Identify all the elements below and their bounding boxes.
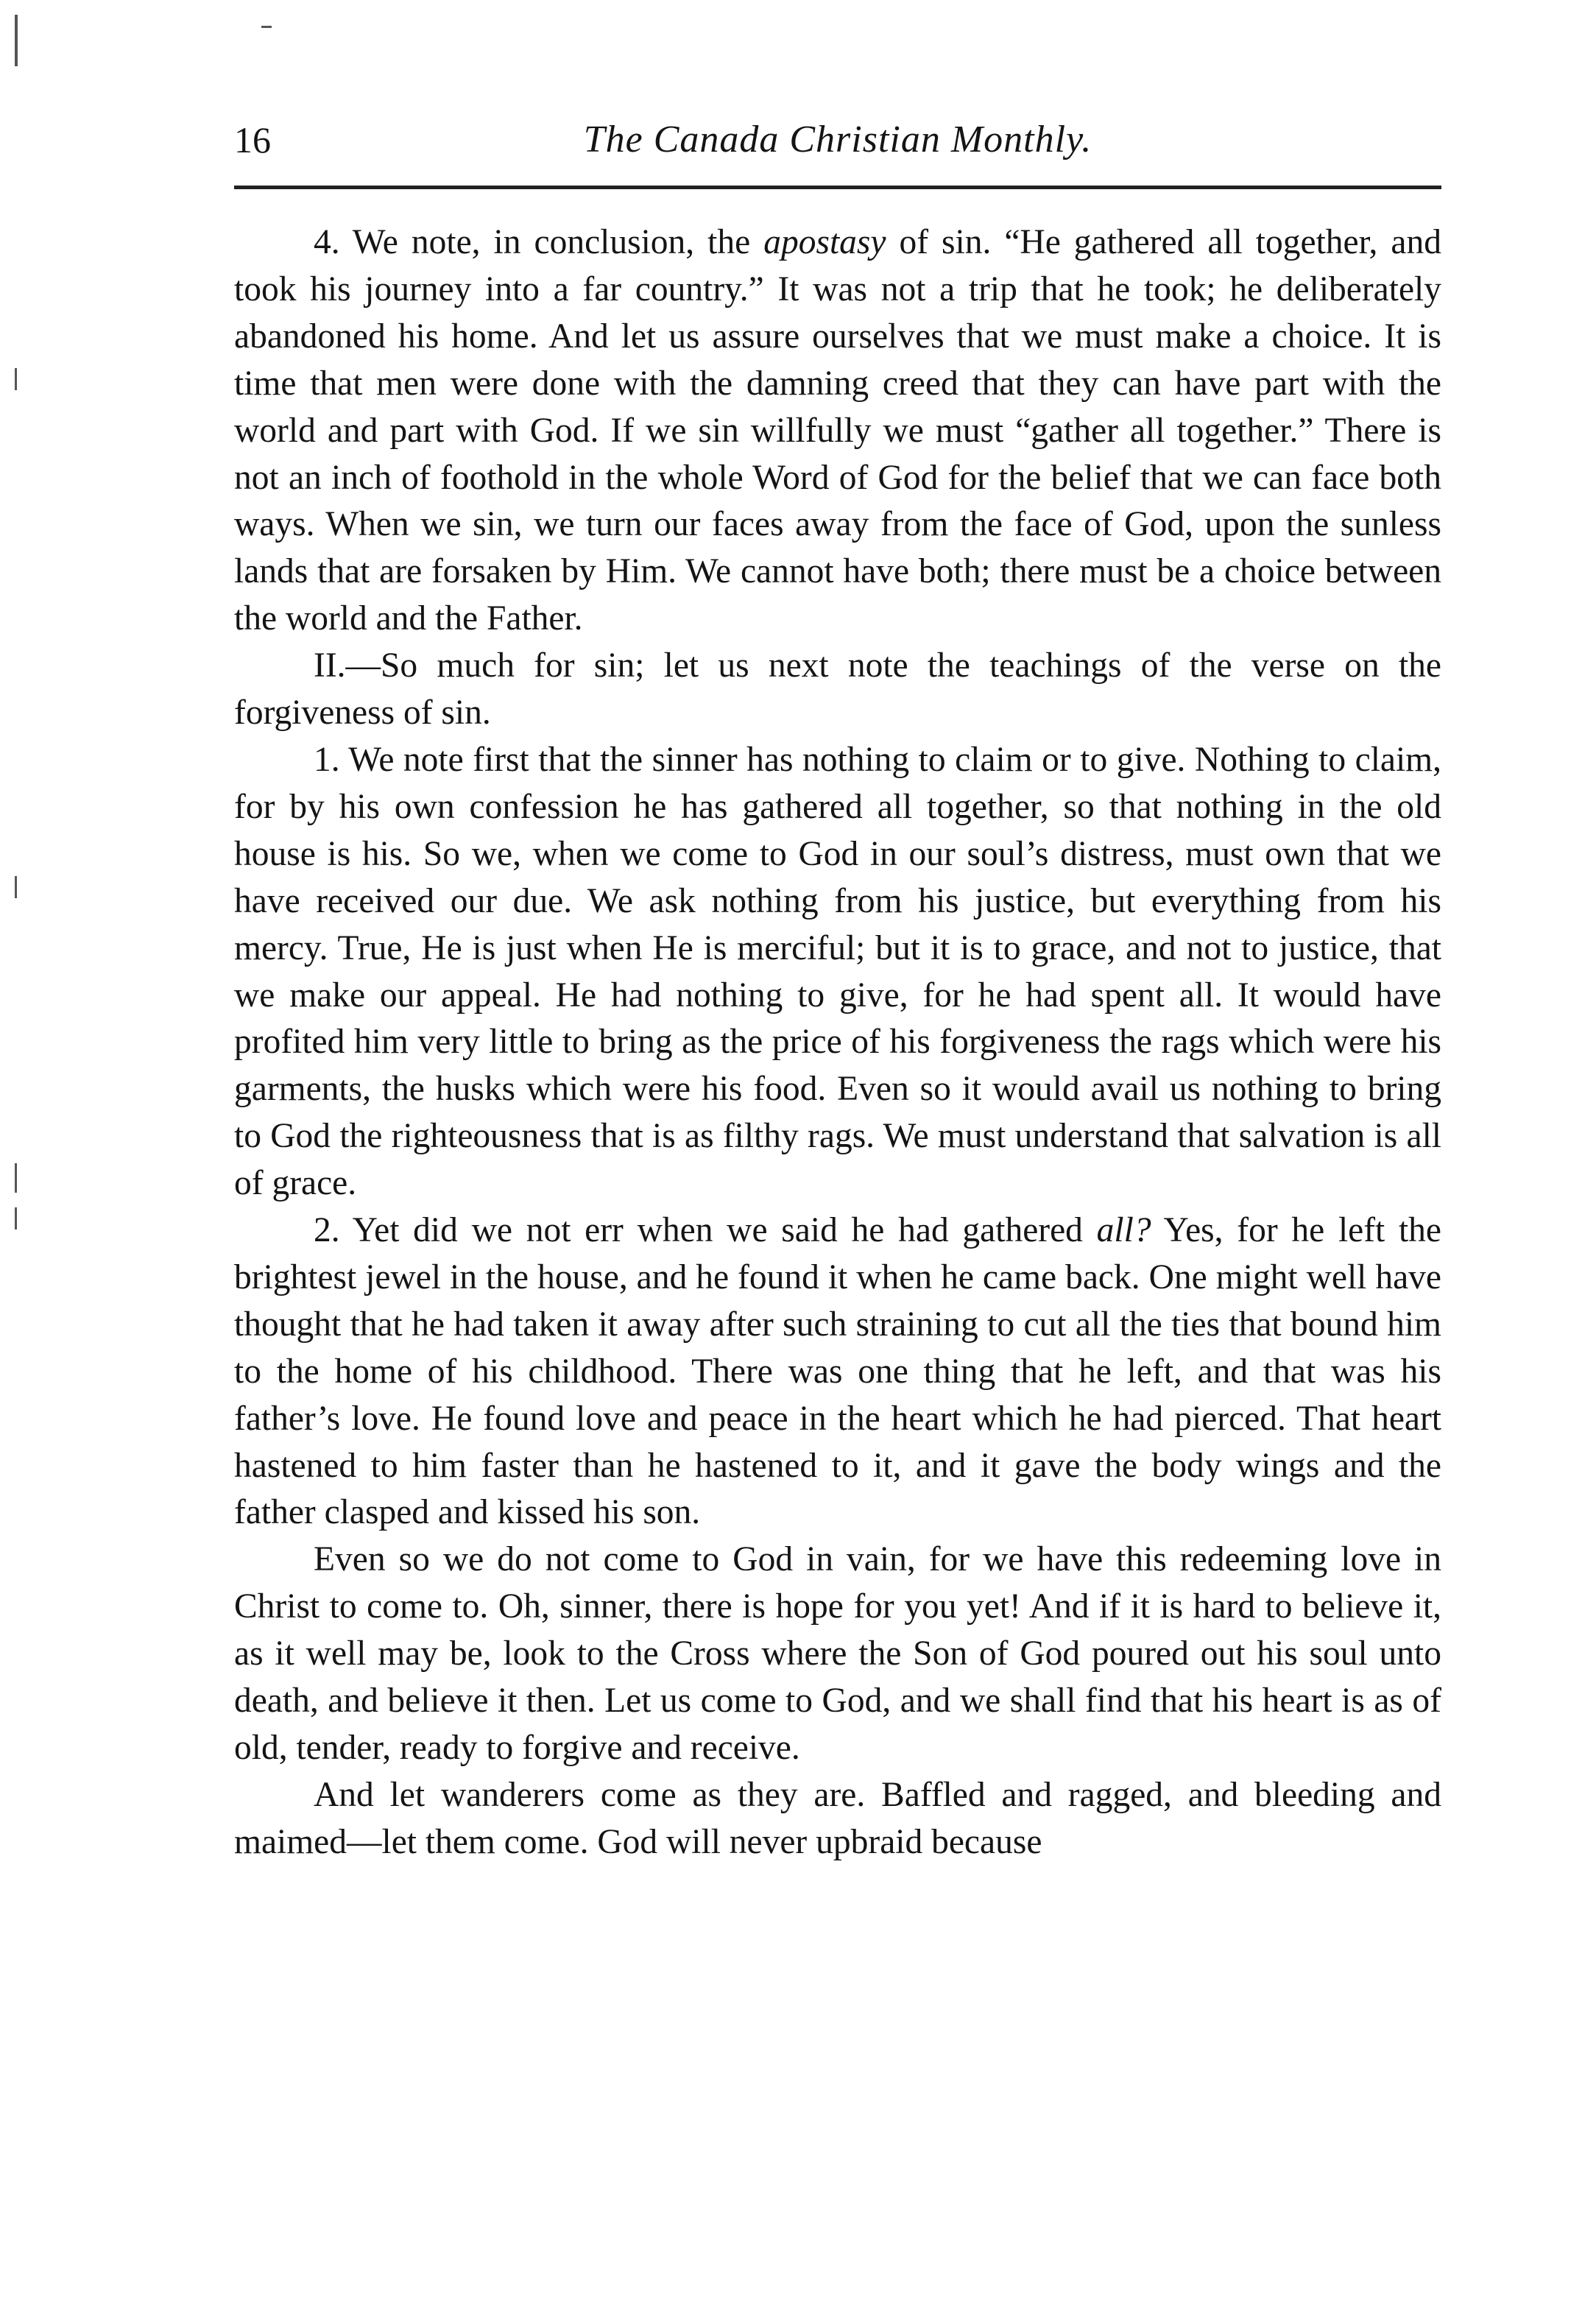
paragraph-section-two: II.—So much for sin; let us next note the teachings of the verse on the forgiveness of sin.: [234, 646, 1441, 733]
paragraph-nothing-to-claim: 1. We note first that the sinner has nothing to claim or to give. Nothing to claim, for by his own confession he has gathered all together, so that nothing in the old house is his. So we, when we come to God in our soul’s distress, must own that we have received our due. We ask nothing from his justice, but everything from his mercy. True, He is just when He is merciful; but it is to grace, and not to justice, that we make our appeal. He had nothing to give, for he had spent all. It would have profited him very little to bring as the price of his forgiveness the rags which were his garments, the husks which were his food. Even so it would avail us nothing to bring to God the righteousness that is as filthy rags. We must understand that salvation is all of grace.: [234, 740, 1441, 1203]
page-number: 16: [234, 119, 271, 160]
paragraph-apostasy: 4. We note, in conclusion, the apostasy of sin. “He gathered all together, and took his journey into a far country.” It was not a trip that he took; he deliberately abandoned his home. And let us assure ourselves that we must make a choice. It is time that men were done with the damning creed that they can have part with the world and part with God. If we sin willfully we must “gather all together.” There is not an inch of foothold in the whole Word of God for the belief that we can face both ways. When we sin, we turn our faces away from the face of God, upon the sunless lands that are forsaken by Him. We cannot have both; there must be a choice between the world and the Father.: [234, 223, 1441, 638]
paragraph-redeeming-love: Even so we do not come to God in vain, for we have this redeeming love in Christ to come to. Oh, sinner, there is hope for you yet! And if it is hard to believe it, as it well may be, look to the Cross where the Son of God poured out his soul unto death, and believe it then. Let us come to God, and we shall find that his heart is as of old, tender, ready to forgive and receive.: [234, 1540, 1441, 1767]
paragraph-brightest-jewel: 2. Yet did we not err when we said he had gathered all? Yes, for he left the brightest jewel in the house, and he found it when he came back. One might well have thought that he had taken it away after such straining to cut all the ties that bound him to the home of his childhood. There was one thing that he left, and that was his father’s love. He found love and peace in the heart which he had pierced. That heart hastened to him faster than he hastened to it, and it gave the body wings and the father clasped and kissed his son.: [234, 1211, 1441, 1532]
emphasis-all: all?: [1096, 1211, 1151, 1250]
article-body: [234, 219, 1441, 1866]
page-header: [234, 110, 1441, 169]
emphasis-apostasy: apostasy: [763, 223, 886, 261]
paragraph-wanderers: And let wanderers come as they are. Baffled and ragged, and bleeding and maimed—let them come. God will never upbraid because: [234, 1775, 1441, 1861]
running-title: The Canada Christian Monthly.: [583, 119, 1092, 160]
header-rule: [234, 186, 1441, 189]
